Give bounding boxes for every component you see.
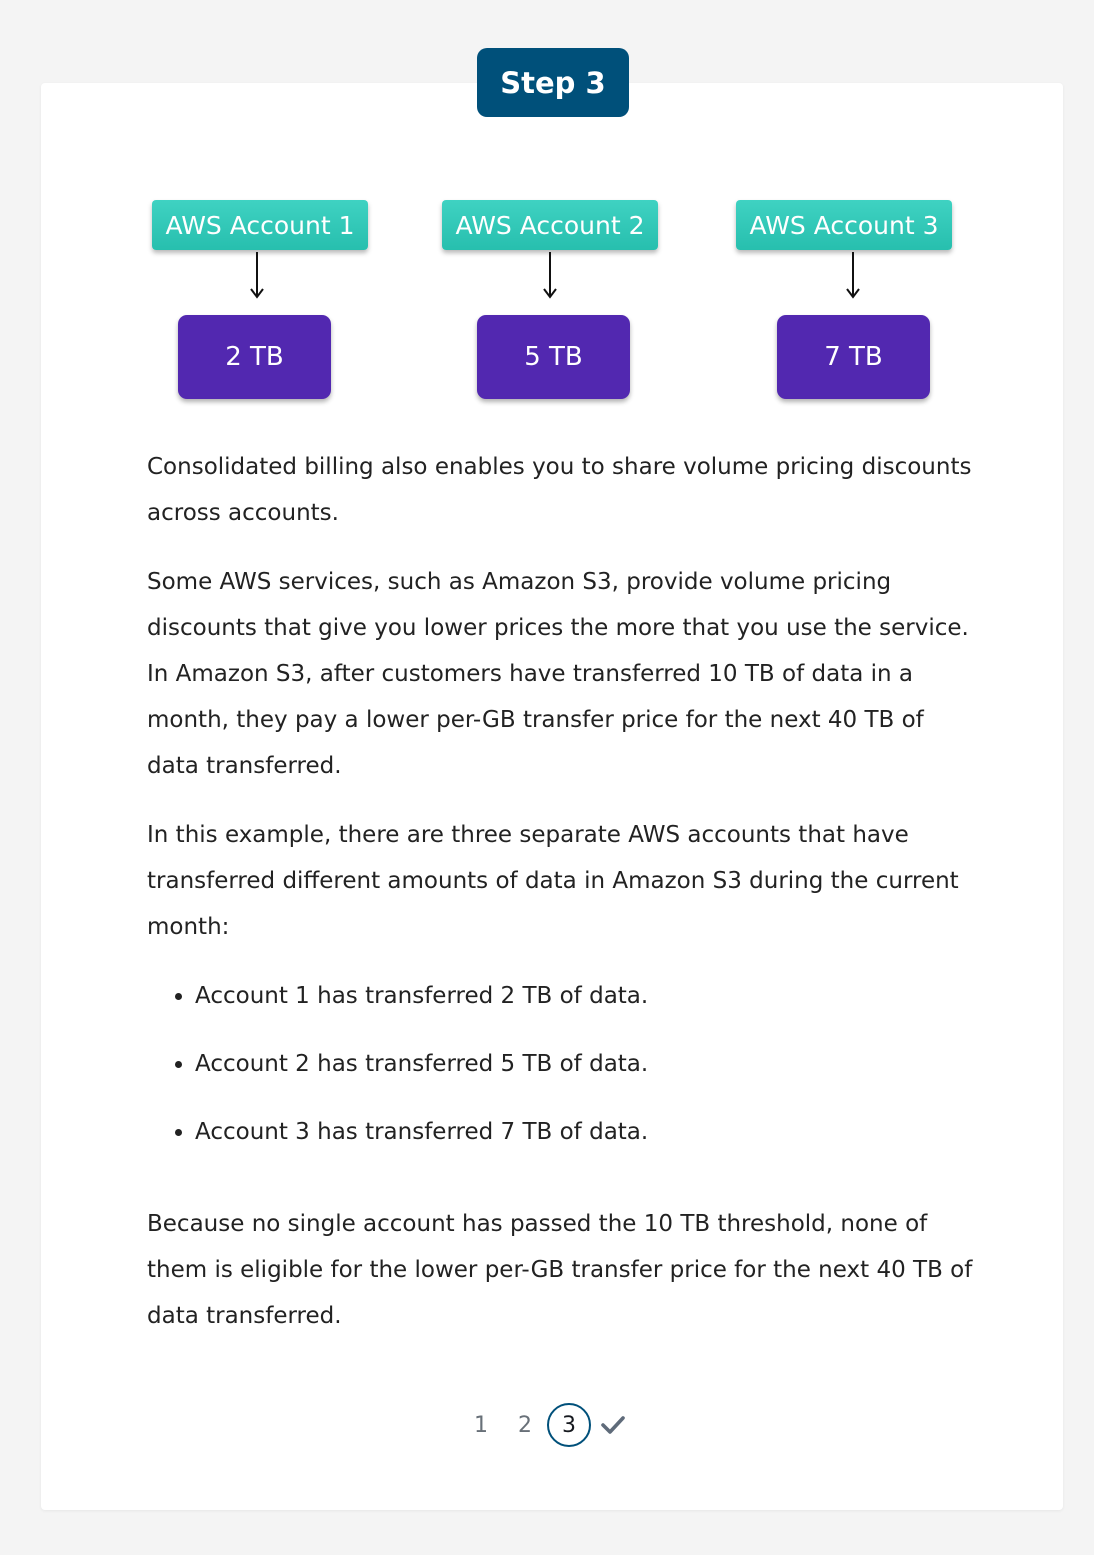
account-list bbox=[147, 973, 977, 1155]
checkmark-icon bbox=[600, 1414, 626, 1436]
paragraph-conclusion: Because no single account has passed the 10 TB threshold, none of them is eligible for the lower per-GB transfer price for the next 40 TB of data transferred. bbox=[147, 1211, 973, 1329]
account-1-label: AWS Account 1 bbox=[152, 200, 368, 250]
paragraph-intro: Consolidated billing also enables you to share volume pricing discounts across accounts. bbox=[147, 454, 972, 526]
list-item: • Account 3 has transferred 7 TB of data. bbox=[195, 1109, 977, 1155]
arrow-down-icon bbox=[543, 252, 557, 300]
arrow-down-icon bbox=[250, 252, 264, 300]
step-content bbox=[147, 444, 977, 1362]
step-badge: Step 3 bbox=[477, 48, 629, 117]
arrow-down-icon bbox=[846, 252, 860, 300]
paragraph-volume-pricing: Some AWS services, such as Amazon S3, provide volume pricing discounts that give you lower prices the more that you use the service. In Amazon S3, after customers have transferred 10 TB of data in a month, they pay a lower per-GB transfer price for the next 40 TB of data transferred. bbox=[147, 569, 969, 779]
page-1-button[interactable]: 1 bbox=[474, 1412, 488, 1438]
account-1-amount: 2 TB bbox=[178, 315, 331, 399]
list-item: • Account 1 has transferred 2 TB of data. bbox=[195, 973, 977, 1019]
list-item: • Account 2 has transferred 5 TB of data. bbox=[195, 1041, 977, 1087]
page-2-button[interactable]: 2 bbox=[518, 1412, 532, 1438]
account-2-label: AWS Account 2 bbox=[442, 200, 658, 250]
page-3-button[interactable]: 3 bbox=[547, 1403, 591, 1447]
account-3-label: AWS Account 3 bbox=[736, 200, 952, 250]
complete-button[interactable] bbox=[591, 1403, 635, 1447]
step-pager bbox=[0, 1403, 1094, 1447]
account-3-amount: 7 TB bbox=[777, 315, 930, 399]
account-2-amount: 5 TB bbox=[477, 315, 630, 399]
paragraph-example: In this example, there are three separate AWS accounts that have transferred different amounts of data in Amazon S3 during the current month: bbox=[147, 822, 959, 940]
